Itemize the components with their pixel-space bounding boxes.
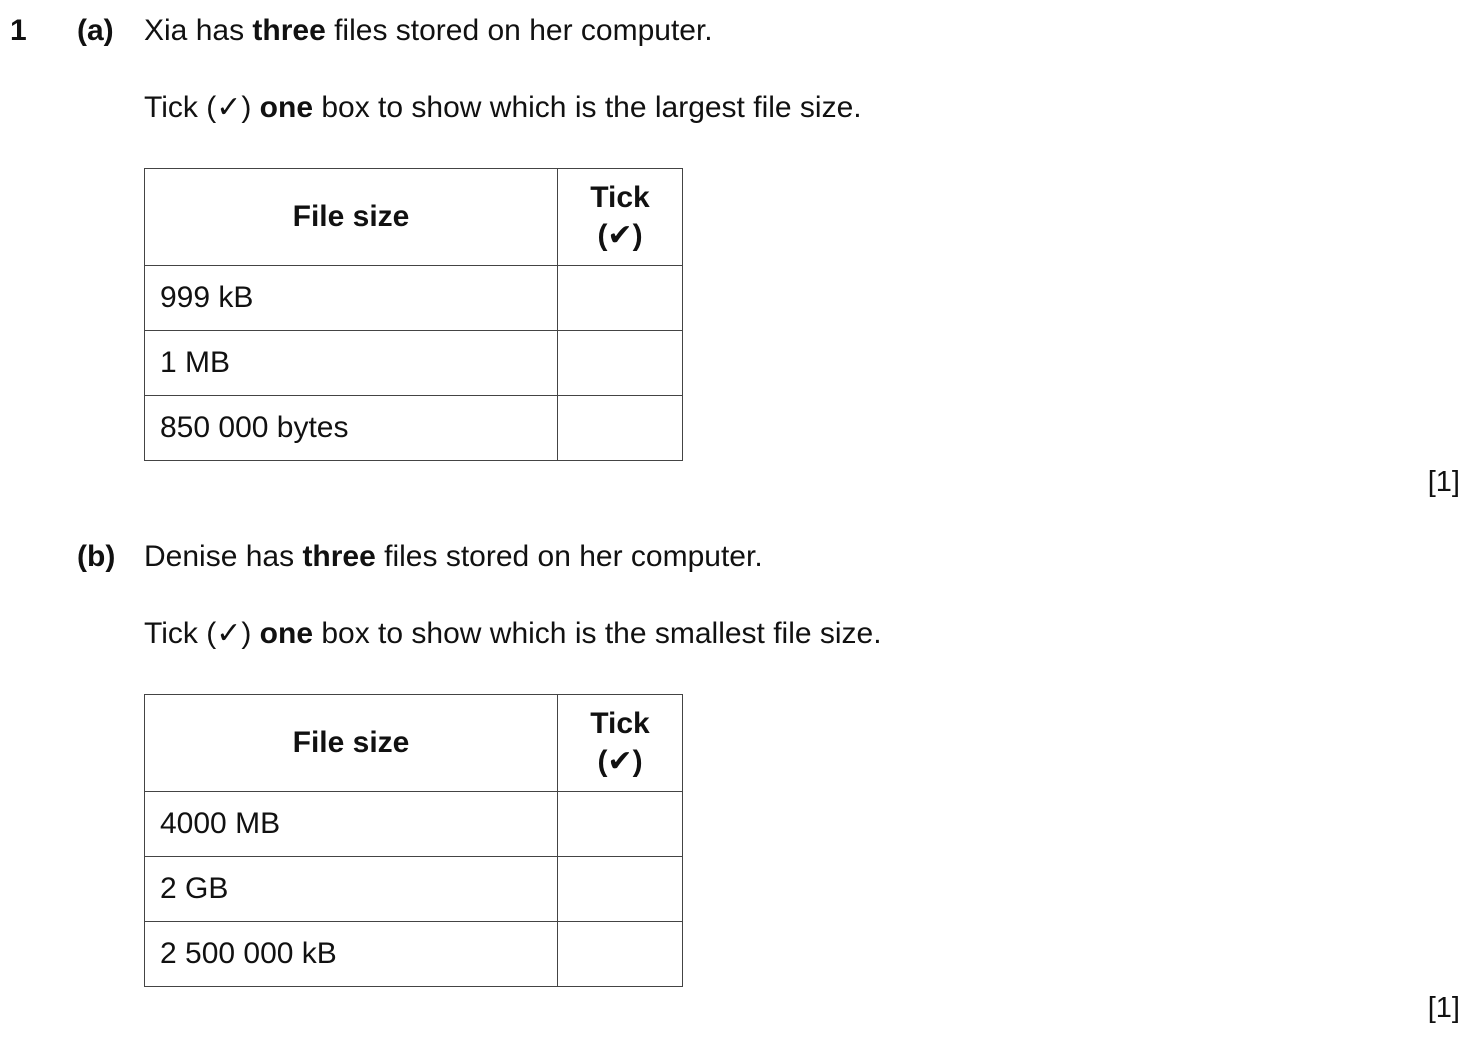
tick-box[interactable]: [558, 922, 683, 987]
part-b-intro: [144, 540, 763, 574]
part-b-intro-pre: Denise has: [144, 540, 303, 573]
part-a-instruction-post: box to show which is the largest file size.: [313, 91, 862, 124]
file-size-cell: 2 GB: [145, 857, 558, 922]
part-b-instruction: [144, 616, 882, 651]
tick-box[interactable]: [558, 396, 683, 461]
table-row: [145, 922, 683, 987]
tick-box[interactable]: [558, 792, 683, 857]
table-row: [145, 331, 683, 396]
tick-box[interactable]: [558, 331, 683, 396]
part-b-marks: [1]: [1427, 992, 1460, 1024]
part-a-intro: [144, 14, 713, 48]
file-size-cell: 4000 MB: [145, 792, 558, 857]
tick-mark-icon: (✔): [597, 219, 643, 252]
table-row: [145, 396, 683, 461]
file-size-cell: 850 000 bytes: [145, 396, 558, 461]
part-b-instruction-pre: Tick (✓): [144, 617, 260, 650]
tick-header: [558, 695, 683, 792]
table-row: [145, 857, 683, 922]
part-a-instruction: [144, 90, 862, 125]
file-size-cell: 1 MB: [145, 331, 558, 396]
file-size-cell: 999 kB: [145, 266, 558, 331]
tick-mark-icon: (✔): [597, 745, 643, 778]
tick-header-label: Tick: [590, 707, 650, 740]
part-a-label: (a): [77, 14, 114, 47]
part-a-intro-bold: three: [252, 14, 326, 47]
tick-box[interactable]: [558, 857, 683, 922]
part-a-instruction-bold: one: [259, 91, 314, 124]
part-a-intro-post: files stored on her computer.: [325, 14, 713, 47]
part-b-instruction-bold: one: [259, 617, 314, 650]
part-b-label: (b): [77, 540, 116, 573]
question-number: 1: [10, 14, 27, 47]
part-b-file-size-table: [144, 694, 683, 987]
part-a-file-size-table: [144, 168, 683, 461]
part-a-intro-pre: Xia has: [144, 14, 253, 47]
file-size-cell: 2 500 000 kB: [145, 922, 558, 987]
part-b-instruction-post: box to show which is the smallest file size.: [313, 617, 882, 650]
tick-header: [558, 169, 683, 266]
part-a-instruction-pre: Tick (✓): [144, 91, 260, 124]
table-row: [145, 266, 683, 331]
table-row: [145, 792, 683, 857]
tick-box[interactable]: [558, 266, 683, 331]
part-b-intro-bold: three: [302, 540, 376, 573]
tick-header-label: Tick: [590, 181, 650, 214]
part-a-marks: [1]: [1427, 466, 1460, 498]
file-size-header: File size: [145, 695, 558, 792]
table-header-row: [145, 695, 683, 792]
table-header-row: [145, 169, 683, 266]
file-size-header: File size: [145, 169, 558, 266]
part-b-intro-post: files stored on her computer.: [375, 540, 763, 573]
